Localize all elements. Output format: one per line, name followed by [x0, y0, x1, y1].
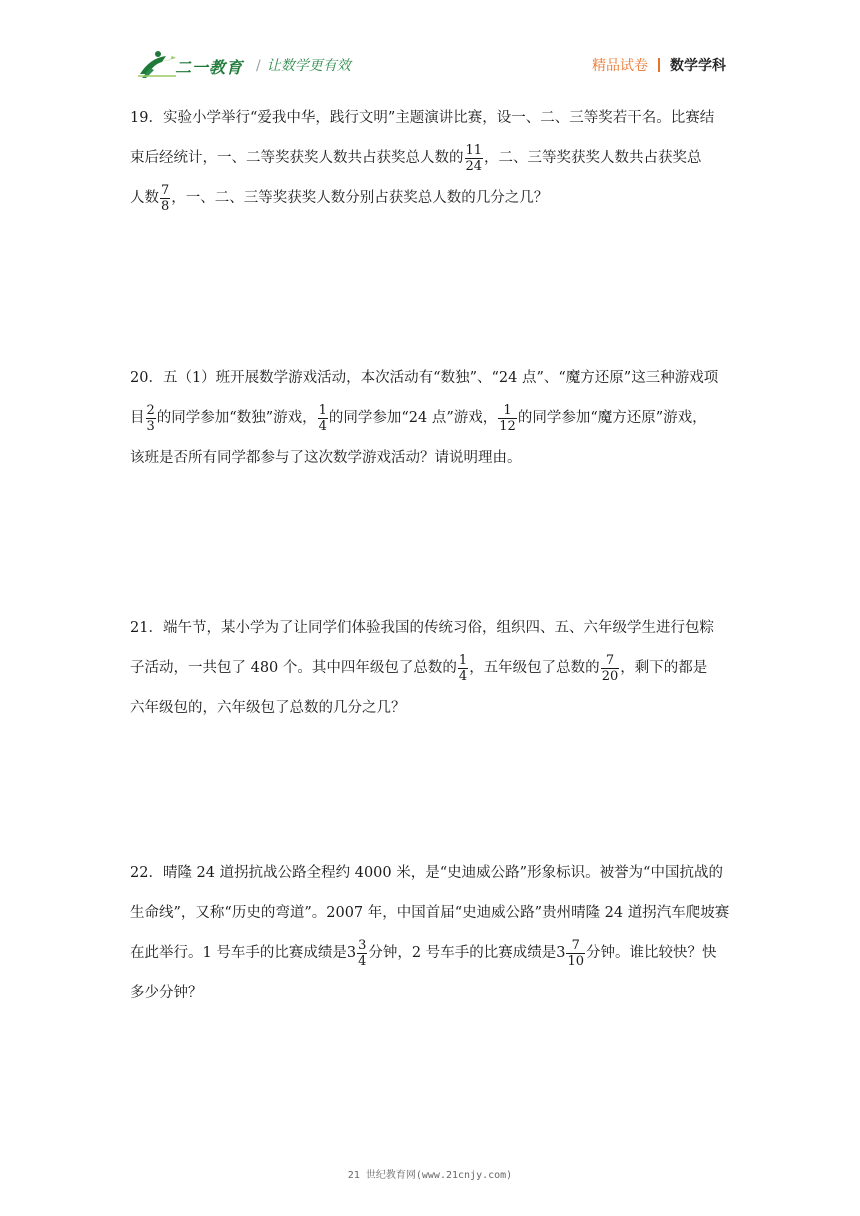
page-header	[0, 0, 860, 90]
denominator: 4	[318, 418, 327, 434]
denominator: 8	[161, 198, 170, 214]
denominator: 10	[567, 953, 584, 969]
q22-line-3	[130, 933, 730, 973]
denominator: 4	[458, 668, 468, 684]
fraction	[318, 403, 328, 434]
q20-line-2	[130, 398, 730, 438]
subject-label: 数学学科	[670, 58, 726, 74]
numerator: 11	[465, 142, 483, 158]
numerator: 7	[601, 653, 620, 669]
q19-text: ，二、三等奖获奖人数共占获奖总	[484, 150, 702, 166]
q20-text: 的同学参加“24 点”游戏，	[328, 410, 498, 426]
denominator: 20	[601, 668, 619, 684]
page-footer: 21 世纪教育网(www.21cnjy.com)	[347, 1170, 513, 1181]
slogan-text: 让数学更有效	[266, 58, 351, 74]
fraction	[458, 653, 468, 684]
numerator: 2	[146, 402, 155, 418]
logo-text: 二一教育	[175, 58, 244, 77]
q22-text: 分钟。谁比较快？快	[585, 945, 717, 961]
fraction	[498, 403, 517, 434]
q22-line-1: 22．晴隆 24 道拐抗战公路全程约 4000 米，是“史迪威公路”形象标识。被誉为“中国抗战的	[130, 865, 723, 881]
q20-line-3: 该班是否所有同学都参与了这次数学游戏活动？请说明理由。	[130, 450, 522, 466]
header-right	[592, 55, 726, 75]
denominator: 24	[465, 158, 483, 174]
q22-text: 分钟，2 号车手的比赛成绩是	[368, 945, 557, 961]
q19-line-2	[130, 138, 730, 178]
numerator: 1	[318, 402, 327, 418]
q21-line-2	[130, 648, 730, 688]
question-20	[130, 358, 730, 478]
q21-text: ，剩下的都是	[620, 660, 708, 676]
slogan: / 让数学更有效	[256, 58, 351, 74]
q20-text: 的同学参加“数独”游戏，	[156, 410, 317, 426]
q21-line-1: 21．端午节，某小学为了让同学们体验我国的传统习俗，组织四、五、六年级学生进行包粽	[130, 620, 714, 636]
q20-text: 目	[130, 410, 145, 426]
header-divider	[658, 58, 660, 72]
numerator: 3	[358, 937, 367, 953]
q19-text: 束后经统计，一、二等奖获奖人数共占获奖总人数的	[130, 150, 464, 166]
numerator: 1	[458, 652, 468, 668]
q21-line-3: 六年级包的，六年级包了总数的几分之几？	[130, 700, 406, 716]
q19-text: ，一、二、三等奖获奖人数分别占获奖总人数的几分之几？	[171, 190, 549, 206]
numerator: 7	[566, 938, 585, 954]
q22-line-4: 多少分钟？	[130, 985, 203, 1001]
question-21	[130, 608, 730, 728]
quality-tag: 精品试卷	[592, 58, 648, 74]
mixed-whole: 3	[556, 945, 566, 961]
q19-text: 人数	[130, 190, 159, 206]
numerator: 7	[161, 182, 170, 198]
question-19	[130, 98, 730, 218]
q21-text: 子活动，一共包了 480 个。其中四年级包了总数的	[130, 660, 457, 676]
fraction	[465, 143, 484, 174]
denominator: 12	[499, 418, 516, 434]
question-22	[130, 853, 730, 1013]
fraction	[146, 403, 156, 434]
fraction	[566, 938, 585, 969]
q19-line-3	[130, 178, 730, 218]
numerator: 1	[498, 403, 517, 419]
denominator: 4	[358, 953, 367, 969]
q21-text: ，五年级包了总数的	[469, 660, 600, 676]
denominator: 3	[146, 418, 155, 434]
q22-text: 在此举行。1 号车手的比赛成绩是	[130, 945, 347, 961]
q19-line-1: 19．实验小学举行“爱我中华，践行文明”主题演讲比赛，设一、二、三等奖若干名。比赛结	[130, 110, 715, 126]
q20-text: 的同学参加“魔方还原”游戏，	[517, 410, 707, 426]
fraction	[160, 183, 170, 214]
mixed-whole: 3	[346, 945, 357, 961]
fraction	[601, 653, 620, 684]
q20-line-1: 20．五（1）班开展数学游戏活动，本次活动有“数独”、“24 点”、“魔方还原”这三种游戏项	[130, 370, 719, 386]
fraction	[357, 938, 367, 969]
q22-line-2: 生命线”，又称“历史的弯道”。2007 年，中国首届“史迪威公路”贵州晴隆 24 道拐汽车爬坡赛	[130, 905, 730, 921]
